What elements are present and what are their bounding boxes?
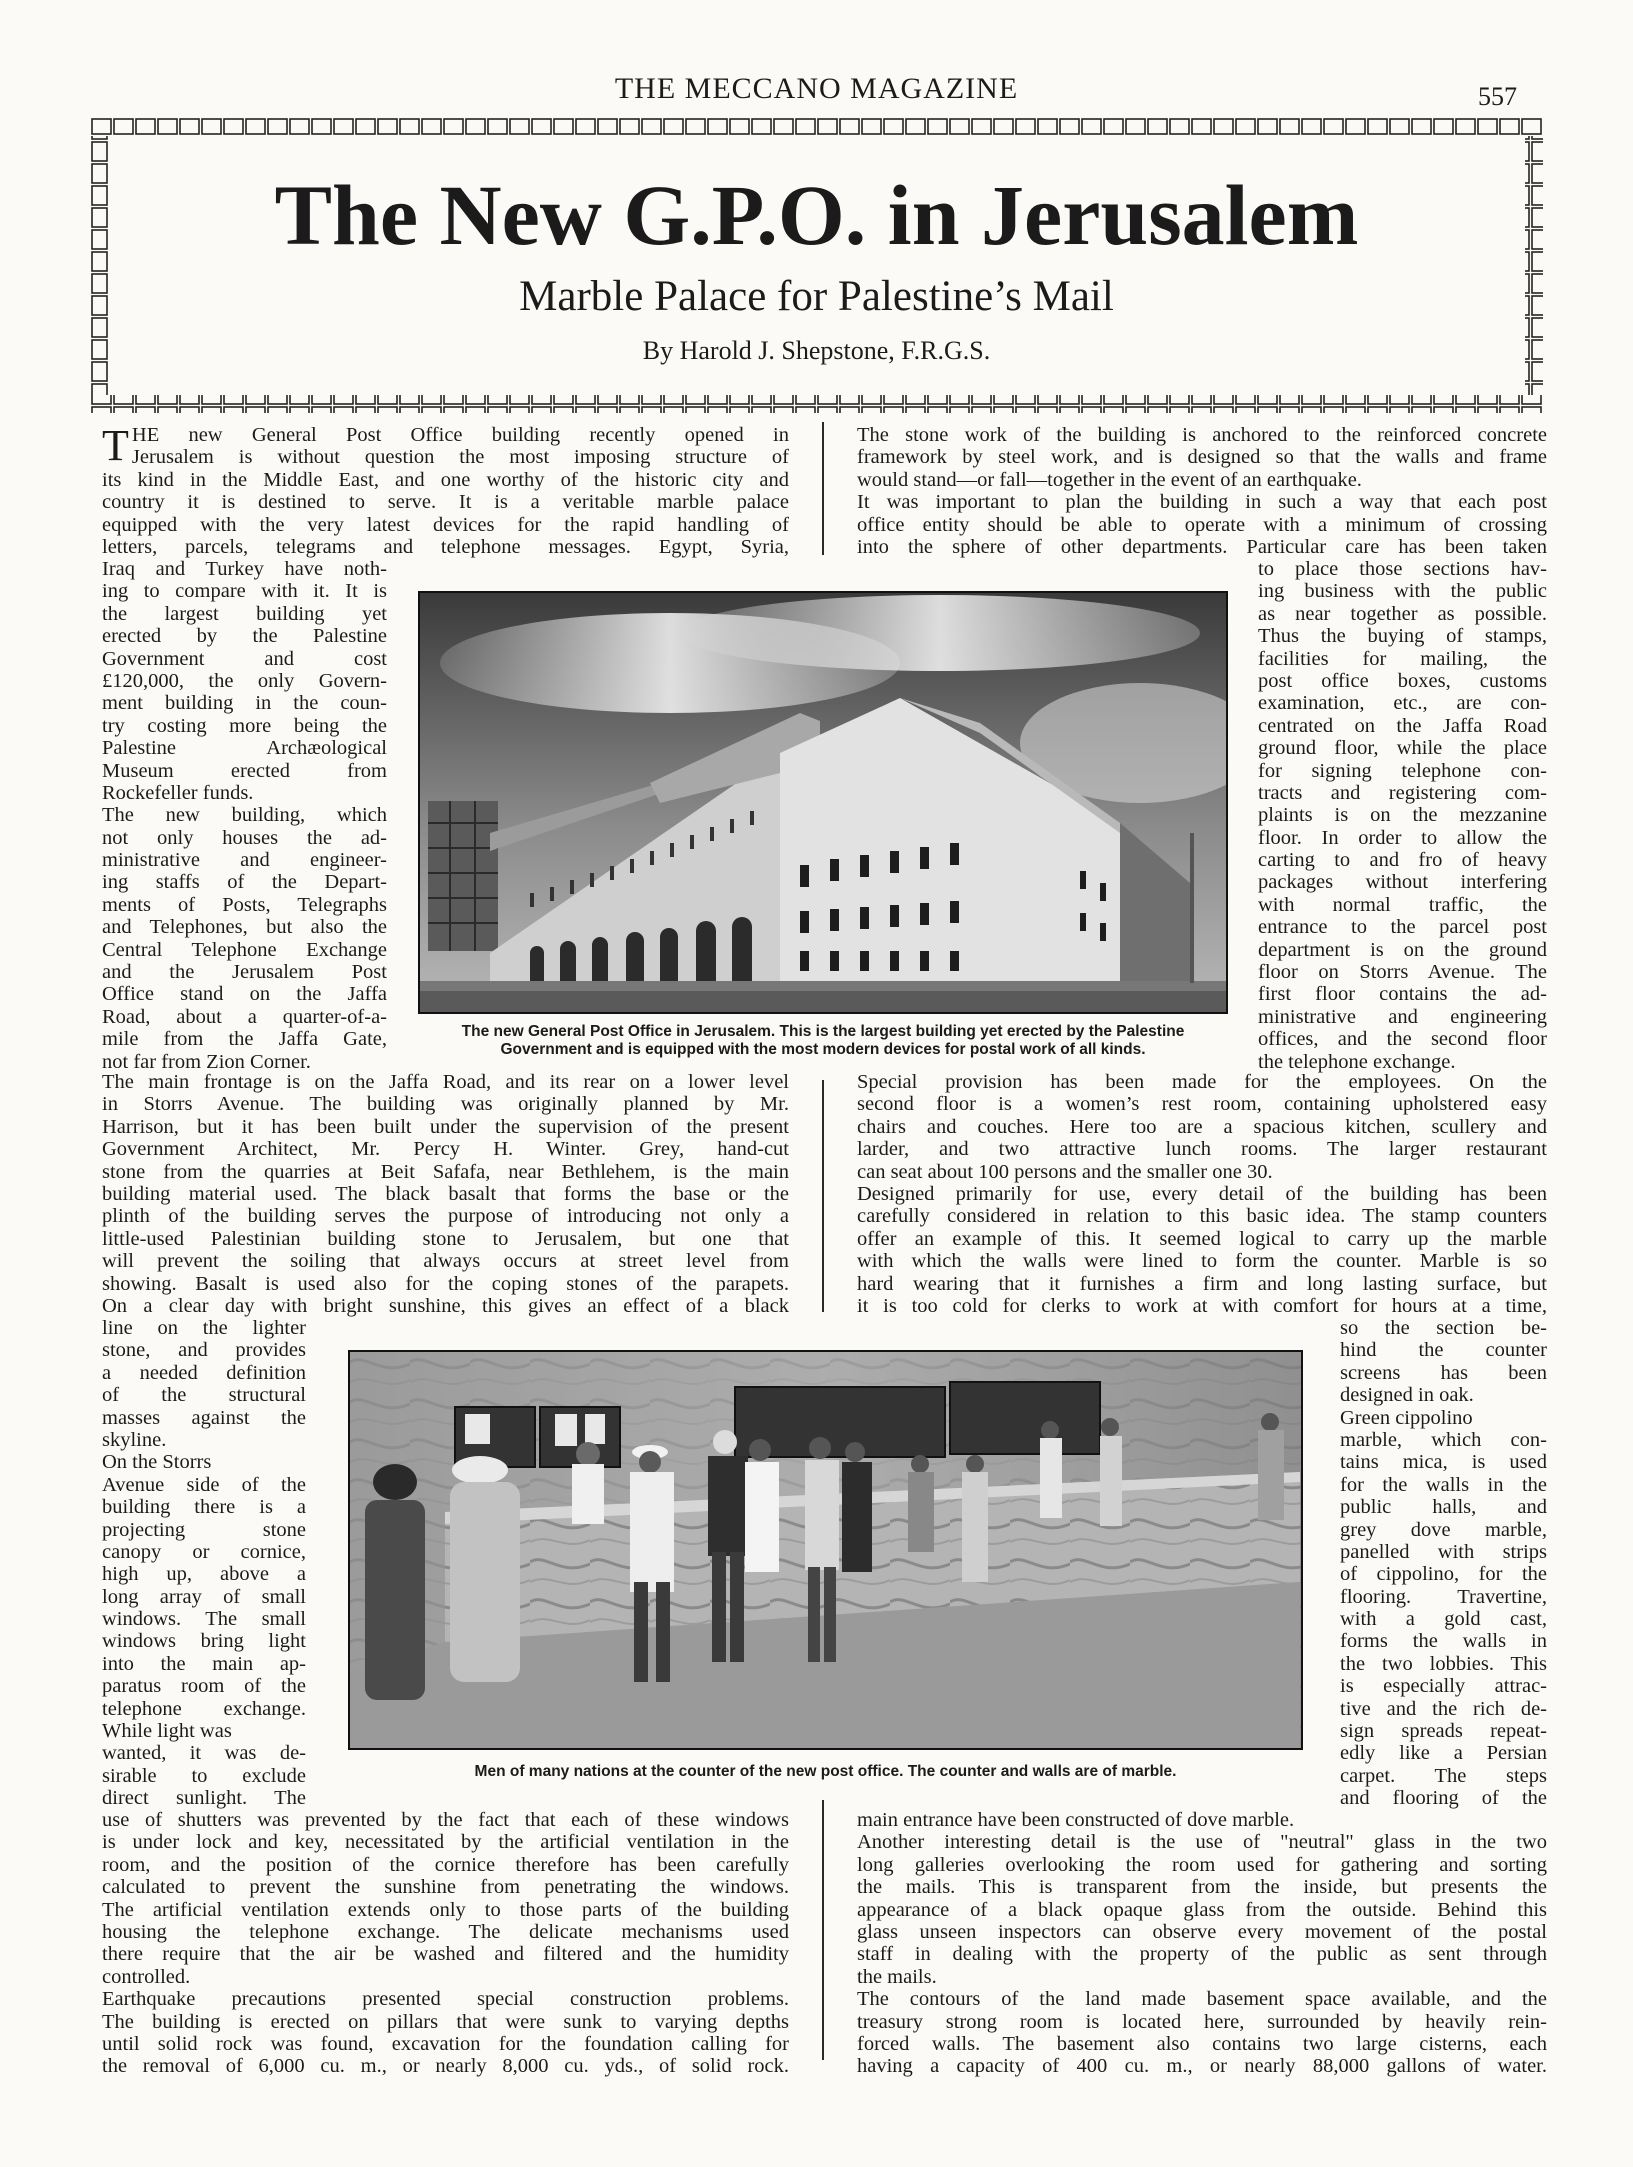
text-line: department is on the ground xyxy=(1258,938,1547,961)
text-line: Iraq and Turkey have noth- xyxy=(102,558,387,580)
text-line: there require that the air be washed and filtered and the humidity xyxy=(102,1943,789,1966)
text-line: ing staffs of the Depart- xyxy=(102,871,387,894)
text-line: for signing telephone con- xyxy=(1258,759,1547,782)
text-line: wanted, it was de- xyxy=(102,1742,306,1765)
text-line: of cippolino, for the xyxy=(1340,1563,1547,1586)
caption-line: The new General Post Office in Jerusalem. This is the largest building yet erected by the Palestine xyxy=(461,1023,1185,1040)
text-line: calculated to prevent the sunshine from penetrating the windows. xyxy=(102,1876,789,1899)
text-line: The main frontage is on the Jaffa Road, and its rear on a lower level xyxy=(102,1071,789,1093)
text-line: public halls, and xyxy=(1340,1496,1547,1519)
text-line: into the sphere of other departments. Particular care has been taken xyxy=(857,535,1547,558)
text-line: Earthquake precautions presented special construction problems. xyxy=(102,1988,789,2011)
text-line: controlled. xyxy=(102,1965,191,1988)
text-line: windows bring light xyxy=(102,1630,306,1653)
text-line: Special provision has been made for the employees. On the xyxy=(857,1071,1547,1093)
text-line: is under lock and key, necessitated by the artificial ventilation in the xyxy=(102,1831,789,1854)
text-column-right-narrow-2 xyxy=(1340,1317,1547,1810)
text-line: chairs and couches. Here too are a spacious kitchen, scullery and xyxy=(857,1115,1547,1138)
text-line: larder, and two attractive lunch rooms. The larger restaurant xyxy=(857,1138,1547,1161)
text-line: room, and the position of the cornice therefore has been carefully xyxy=(102,1853,789,1876)
text-line: long galleries overlooking the room used for gathering and sorting xyxy=(857,1853,1547,1876)
text-line: paratus room of the xyxy=(102,1675,306,1698)
text-line: floor on Storrs Avenue. The xyxy=(1258,961,1547,984)
text-line: in Storrs Avenue. The building was originally planned by Mr. xyxy=(102,1093,789,1116)
text-line: ment building in the coun- xyxy=(102,692,387,715)
caption-line: Government and is equipped with the most modern devices for postal work of all kinds. xyxy=(500,1041,1146,1058)
text-line: would stand—or fall—together in the event of an earthquake. xyxy=(857,468,1362,491)
text-line: Avenue side of the xyxy=(102,1473,306,1496)
text-line: canopy or cornice, xyxy=(102,1540,306,1563)
text-line: appearance of a black opaque glass from the outside. Behind this xyxy=(857,1898,1547,1921)
text-line: is especially attrac- xyxy=(1340,1675,1547,1698)
text-line: tracts and registering com- xyxy=(1258,781,1547,804)
drop-cap: T xyxy=(102,424,129,470)
counter-photo xyxy=(348,1350,1303,1750)
building-illustration xyxy=(420,593,1226,1012)
text-line: forms the walls in xyxy=(1340,1630,1547,1653)
text-line: staff in dealing with the property of the public as sent through xyxy=(857,1943,1547,1966)
text-line: Government Architect, Mr. Percy H. Winter. Grey, hand-cut xyxy=(102,1138,789,1161)
text-line: so the section be- xyxy=(1340,1317,1547,1339)
text-line: little-used Palestinian building stone to Jerusalem, but one that xyxy=(102,1227,789,1250)
text-line: £120,000, the only Govern- xyxy=(102,669,387,692)
text-line: direct sunlight. The xyxy=(102,1787,306,1810)
title-border-frame xyxy=(91,118,1543,413)
text-line: of the structural xyxy=(102,1384,306,1407)
text-line: with normal traffic, the xyxy=(1258,893,1547,916)
text-line: tains mica, is used xyxy=(1340,1451,1547,1474)
text-line: stone from the quarries at Beit Safafa, near Bethlehem, is the main xyxy=(102,1160,789,1183)
text-line: post office boxes, customs xyxy=(1258,669,1547,692)
text-line: for the walls in the xyxy=(1340,1473,1547,1496)
text-line: The building is erected on pillars that were sunk to varying depths xyxy=(102,2010,789,2033)
text-line: packages without interfering xyxy=(1258,871,1547,894)
text-line: facilities for mailing, the xyxy=(1258,647,1547,670)
text-line: floor. In order to allow the xyxy=(1258,826,1547,849)
counter-photo-caption: Men of many nations at the counter of the new post office. The counter and walls are of marble. xyxy=(474,1763,1177,1780)
text-line: masses against the xyxy=(102,1406,306,1429)
text-line: not far from Zion Corner. xyxy=(102,1050,311,1073)
text-line: a needed definition xyxy=(102,1361,306,1384)
building-photo xyxy=(418,591,1228,1014)
text-line: can seat about 100 persons and the smaller one 30. xyxy=(857,1160,1273,1183)
article-subtitle: Marble Palace for Palestine’s Mail xyxy=(519,273,1114,320)
text-column-left-narrow-1 xyxy=(102,558,387,1073)
text-line: offices, and the second floor xyxy=(1258,1028,1547,1051)
text-line: telephone exchange. xyxy=(102,1697,306,1720)
article-title: The New G.P.O. in Jerusalem xyxy=(274,167,1359,263)
text-line: grey dove marble, xyxy=(1340,1518,1547,1541)
text-line: marble, which con- xyxy=(1340,1428,1547,1451)
text-line: sirable to exclude xyxy=(102,1764,306,1787)
text-line: ing to compare with it. It is xyxy=(102,580,387,603)
page-number: 557 xyxy=(1478,82,1517,111)
text-line: mile from the Jaffa Gate, xyxy=(102,1028,387,1051)
text-line: Rockefeller funds. xyxy=(102,781,254,804)
text-line: stone, and provides xyxy=(102,1339,306,1362)
text-line: high up, above a xyxy=(102,1563,306,1586)
text-line: use of shutters was prevented by the fact that each of these windows xyxy=(102,1809,789,1831)
article-byline: By Harold J. Shepstone, F.R.G.S. xyxy=(642,336,991,365)
text-line: offer an example of this. It seemed logical to carry up the marble xyxy=(857,1227,1547,1250)
text-line: line on the lighter xyxy=(102,1317,306,1339)
text-line: equipped with the very latest devices for the rapid handling of xyxy=(102,513,789,536)
text-line: centrated on the Jaffa Road xyxy=(1258,714,1547,737)
text-line: Museum erected from xyxy=(102,759,387,782)
text-line: framework by steel work, and is designed so that the walls and frame xyxy=(857,446,1547,469)
text-column-right-narrow-1 xyxy=(1258,558,1547,1073)
text-column-right-wide-2 xyxy=(857,1071,1547,1317)
text-line: the mails. This is transparent from the inside, but presents the xyxy=(857,1876,1547,1899)
text-line: country it is destined to serve. It is a veritable marble palace xyxy=(102,491,789,514)
text-column-left-narrow-2 xyxy=(102,1317,306,1810)
text-line: not only houses the ad- xyxy=(102,826,387,849)
text-line: building material used. The black basalt that forms the base or the xyxy=(102,1182,789,1205)
text-line: with a gold cast, xyxy=(1340,1608,1547,1631)
text-line: try costing more being the xyxy=(102,714,387,737)
text-line: ground floor, while the place xyxy=(1258,737,1547,760)
text-line: HE new General Post Office building recently opened in xyxy=(131,424,789,446)
text-line: the two lobbies. This xyxy=(1340,1652,1547,1675)
text-line: as near together as possible. xyxy=(1258,602,1547,625)
text-line: the telephone exchange. xyxy=(1258,1050,1456,1073)
text-line: tive and the rich de- xyxy=(1340,1697,1547,1720)
text-line: Jerusalem is without question the most imposing structure of xyxy=(131,446,789,469)
text-line: It was important to plan the building in such a way that each post xyxy=(857,491,1547,514)
text-line: the mails. xyxy=(857,1965,937,1988)
text-line: designed in oak. xyxy=(1340,1384,1474,1407)
text-line: The artificial ventilation extends only to those parts of the building xyxy=(102,1898,789,1921)
text-line: flooring. Travertine, xyxy=(1340,1585,1547,1608)
text-line: On a clear day with bright sunshine, this gives an effect of a black xyxy=(102,1294,789,1317)
text-line: with which the walls were lined to form the counter. Marble is so xyxy=(857,1250,1547,1273)
text-line: until solid rock was found, excavation for the foundation calling for xyxy=(102,2032,789,2055)
text-line: The new building, which xyxy=(102,804,387,827)
text-line: and the Jerusalem Post xyxy=(102,961,387,984)
text-line: ments of Posts, Telegraphs xyxy=(102,893,387,916)
text-line: entrance to the parcel post xyxy=(1258,916,1547,939)
text-line: plinth of the building serves the purpose of introducing not only a xyxy=(102,1205,789,1228)
text-line: skyline. xyxy=(102,1428,167,1451)
text-line: Central Telephone Exchange xyxy=(102,938,387,961)
text-line: examination, etc., are con- xyxy=(1258,692,1547,715)
text-line: showing. Basalt is used also for the coping stones of the parapets. xyxy=(102,1272,789,1295)
column-rule-middle xyxy=(822,1080,824,1312)
text-line: erected by the Palestine xyxy=(102,625,387,648)
text-line: projecting stone xyxy=(102,1518,306,1541)
text-line: Government and cost xyxy=(102,647,387,670)
text-line: carting to and fro of heavy xyxy=(1258,849,1547,872)
text-line: The contours of the land made basement space available, and the xyxy=(857,1988,1547,2011)
text-line: the largest building yet xyxy=(102,602,387,625)
text-line: long array of small xyxy=(102,1585,306,1608)
text-column-left-wide-1 xyxy=(102,1071,789,1317)
text-column-right-wide-1 xyxy=(857,424,1547,558)
text-line: screens has been xyxy=(1340,1361,1547,1384)
text-line: office entity should be able to operate with a minimum of crossing xyxy=(857,513,1547,536)
text-line: will prevent the soiling that always occurs at street level from xyxy=(102,1250,789,1273)
column-rule-bottom xyxy=(822,1800,824,2060)
text-line: hard wearing that it furnishes a firm and long lasting surface, but xyxy=(857,1272,1547,1295)
text-line: Another interesting detail is the use of "neutral" glass in the two xyxy=(857,1831,1547,1854)
text-line: letters, parcels, telegrams and telephone messages. Egypt, Syria, xyxy=(102,535,789,558)
text-line: housing the telephone exchange. The delicate mechanisms used xyxy=(102,1920,789,1943)
text-line: to place those sections hav- xyxy=(1258,558,1547,580)
text-line: having a capacity of 400 cu. m., or nearly 88,000 gallons of water. xyxy=(857,2055,1547,2078)
text-line: On the Storrs xyxy=(102,1451,212,1474)
text-line: main entrance have been constructed of dove marble. xyxy=(857,1809,1295,1831)
text-line: The stone work of the building is anchored to the reinforced concrete xyxy=(857,424,1547,446)
text-line: panelled with strips xyxy=(1340,1540,1547,1563)
text-line: Road, about a quarter-of-a- xyxy=(102,1005,387,1028)
text-line: windows. The small xyxy=(102,1608,306,1631)
magazine-title: THE MECCANO MAGAZINE xyxy=(614,72,1019,105)
text-line: glass unseen inspectors can observe every movement of the postal xyxy=(857,1920,1547,1943)
text-line: second floor is a women’s rest room, containing upholstered easy xyxy=(857,1093,1547,1116)
text-column-left-wide-2 xyxy=(102,1809,789,2078)
text-line: Office stand on the Jaffa xyxy=(102,983,387,1006)
text-line: Palestine Archæological xyxy=(102,737,387,760)
text-line: the removal of 6,000 cu. m., or nearly 8,000 cu. yds., of solid rock. xyxy=(102,2055,789,2078)
text-line: sign spreads repeat- xyxy=(1340,1720,1547,1743)
text-line: carpet. The steps xyxy=(1340,1764,1547,1787)
building-photo-caption xyxy=(408,1023,1238,1059)
text-line: and flooring of the xyxy=(1340,1787,1547,1810)
text-line: first floor contains the ad- xyxy=(1258,983,1547,1006)
text-line: Harrison, but it has been built under the supervision of the present xyxy=(102,1115,789,1138)
text-line: Thus the buying of stamps, xyxy=(1258,625,1547,648)
text-line: carefully considered in relation to this basic idea. The stamp counters xyxy=(857,1205,1547,1228)
text-line: ministrative and engineer- xyxy=(102,849,387,872)
text-line: ing business with the public xyxy=(1258,580,1547,603)
text-line: into the main ap- xyxy=(102,1652,306,1675)
text-line: Designed primarily for use, every detail of the building has been xyxy=(857,1182,1547,1205)
text-line: and Telephones, but also the xyxy=(102,916,387,939)
text-line: plaints is on the mezzanine xyxy=(1258,804,1547,827)
text-line: edly like a Persian xyxy=(1340,1742,1547,1765)
text-line: ministrative and engineering xyxy=(1258,1005,1547,1028)
text-line: Green cippolino xyxy=(1340,1406,1473,1429)
column-rule-top xyxy=(822,422,824,555)
text-column-right-wide-3 xyxy=(857,1809,1547,2078)
text-line: building there is a xyxy=(102,1496,306,1519)
text-line: hind the counter xyxy=(1340,1339,1547,1362)
text-line: forced walls. The basement also contains two large cisterns, each xyxy=(857,2032,1547,2055)
text-line: it is too cold for clerks to work at with comfort for hours at a time, xyxy=(857,1294,1547,1317)
text-line: treasury strong room is located here, surrounded by heavily rein- xyxy=(857,2010,1547,2033)
counter-illustration xyxy=(350,1352,1301,1748)
intro-paragraph xyxy=(102,424,789,558)
text-line: its kind in the Middle East, and one worthy of the historic city and xyxy=(102,468,789,491)
text-line: While light was xyxy=(102,1720,232,1743)
